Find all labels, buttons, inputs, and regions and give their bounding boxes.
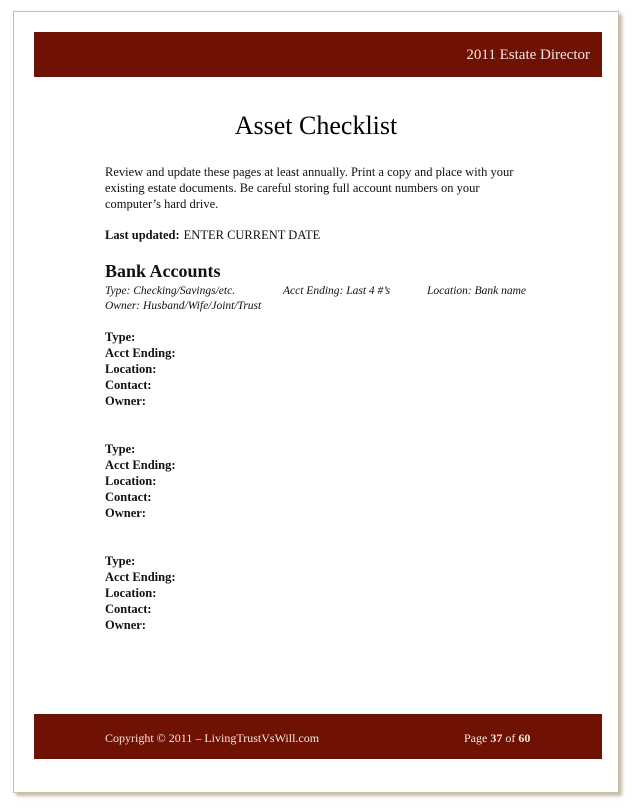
field-location-label: Location: [105, 474, 157, 488]
account-entry-1 [105, 329, 176, 409]
field-acct-ending-label: Acct Ending: [105, 346, 176, 360]
last-updated-value: ENTER CURRENT DATE [183, 228, 321, 242]
field-type-label: Type: [105, 442, 136, 456]
field-contact-label: Contact: [105, 378, 152, 392]
document-page [13, 11, 619, 793]
field-owner-label: Owner: [105, 394, 146, 408]
page-word: Page [464, 731, 488, 745]
page-current: 37 [490, 731, 503, 745]
page-total: 60 [518, 731, 531, 745]
page-number [464, 731, 530, 746]
section-heading: Bank Accounts [105, 261, 221, 281]
field-acct-ending-label: Acct Ending: [105, 458, 176, 472]
legend-owner: Owner: Husband/Wife/Joint/Trust [105, 300, 262, 312]
page-of: of [505, 731, 516, 745]
field-owner-label: Owner: [105, 618, 146, 632]
legend-type: Type: Checking/Savings/etc. [105, 285, 236, 297]
field-owner-label: Owner: [105, 506, 146, 520]
field-type-label: Type: [105, 554, 136, 568]
field-contact-label: Contact: [105, 602, 152, 616]
header-band [34, 32, 602, 77]
field-type-label: Type: [105, 330, 136, 344]
field-contact-label: Contact: [105, 490, 152, 504]
account-entry-3 [105, 553, 176, 633]
header-title: 2011 Estate Director [466, 47, 590, 63]
legend-location: Location: Bank name [427, 285, 527, 297]
footer-copyright: Copyright © 2011 – LivingTrustVsWill.com [105, 731, 320, 745]
footer-band [34, 714, 602, 759]
field-location-label: Location: [105, 362, 157, 376]
account-entry-2 [105, 441, 176, 521]
legend-acct: Acct Ending: Last 4 #’s [283, 285, 391, 297]
field-acct-ending-label: Acct Ending: [105, 570, 176, 584]
last-updated-label: Last updated: [105, 228, 180, 242]
field-location-label: Location: [105, 586, 157, 600]
page-title: Asset Checklist [234, 111, 398, 140]
intro-paragraph: Review and update these pages at least annually. Print a copy and place with your existing estate documents. Be careful storing full account numbers on your computer’s hard drive. [105, 165, 514, 211]
last-updated [105, 228, 320, 243]
